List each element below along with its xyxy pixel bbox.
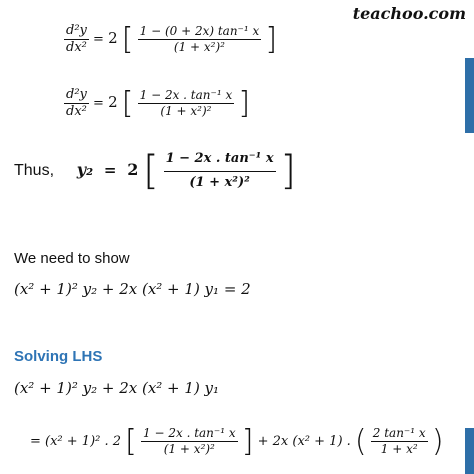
thus-label: Thus, [14, 162, 55, 179]
target-equation: (x² + 1)² y₂ + 2x (x² + 1) y₁ = 2 [14, 280, 251, 298]
lhs-expression: (x² + 1)² y₂ + 2x (x² + 1) y₁ [14, 379, 220, 397]
derivative-fraction: $\frac{\text{d²y}}{\text{dx²}}$ [66, 86, 87, 119]
thus-result: Thus, y₂ = 2 [ $\frac{\text{1 − 2x . tan⁻¹ x}}{\text{(1 + x²)²}}$ ] [14, 148, 297, 194]
derivative-fraction: $\frac{\text{d²y}}{\text{dx²}}$ [66, 22, 87, 55]
arctan-fraction: $\frac{\text{2 tan⁻¹ x}}{\text{1 + x²}}$ [372, 425, 426, 456]
bracket-fraction: $\frac{\text{1 − 2x . tan⁻¹ x}}{\text{(1 + x²)²}}$ [139, 87, 233, 118]
side-accent-bar [465, 58, 474, 133]
result-fraction: $\frac{\text{1 − 2x . tan⁻¹ x}}{\text{(1 + x²)²}}$ [165, 151, 274, 190]
equation-2: $\frac{\text{d²y}}{\text{dx²}}$ = 2 [ $\frac{\text{1 − 2x . tan⁻¹ x}}{\text{(1 + x²)²}}$ ] [66, 86, 251, 121]
we-need-to-show: We need to show [14, 250, 130, 267]
lhs-substitution: = (x² + 1)² . 2 [ $\frac{\text{1 − 2x . tan⁻¹ x}}{\text{(1 + x²)²}}$ ] + 2x (x² + 1) . ( $\frac{\text{2 tan⁻¹ x}}{\text{1 + x²}}$ ) [30, 424, 444, 459]
side-accent-bar-bottom [465, 428, 474, 474]
solving-lhs-heading: Solving LHS [14, 348, 103, 365]
teachoo-logo: teachoo.com [352, 4, 466, 23]
substitution-fraction: $\frac{\text{1 − 2x . tan⁻¹ x}}{\text{(1 + x²)²}}$ [143, 425, 236, 456]
equation-1: $\frac{\text{d²y}}{\text{dx²}}$ = 2 [ $\frac{\text{1 − (0 + 2x) tan⁻¹ x}}{\text{(1 + x²)²}}$ ] [66, 22, 278, 57]
bracket-fraction: $\frac{\text{1 − (0 + 2x) tan⁻¹ x}}{\text{(1 + x²)²}}$ [139, 23, 260, 54]
